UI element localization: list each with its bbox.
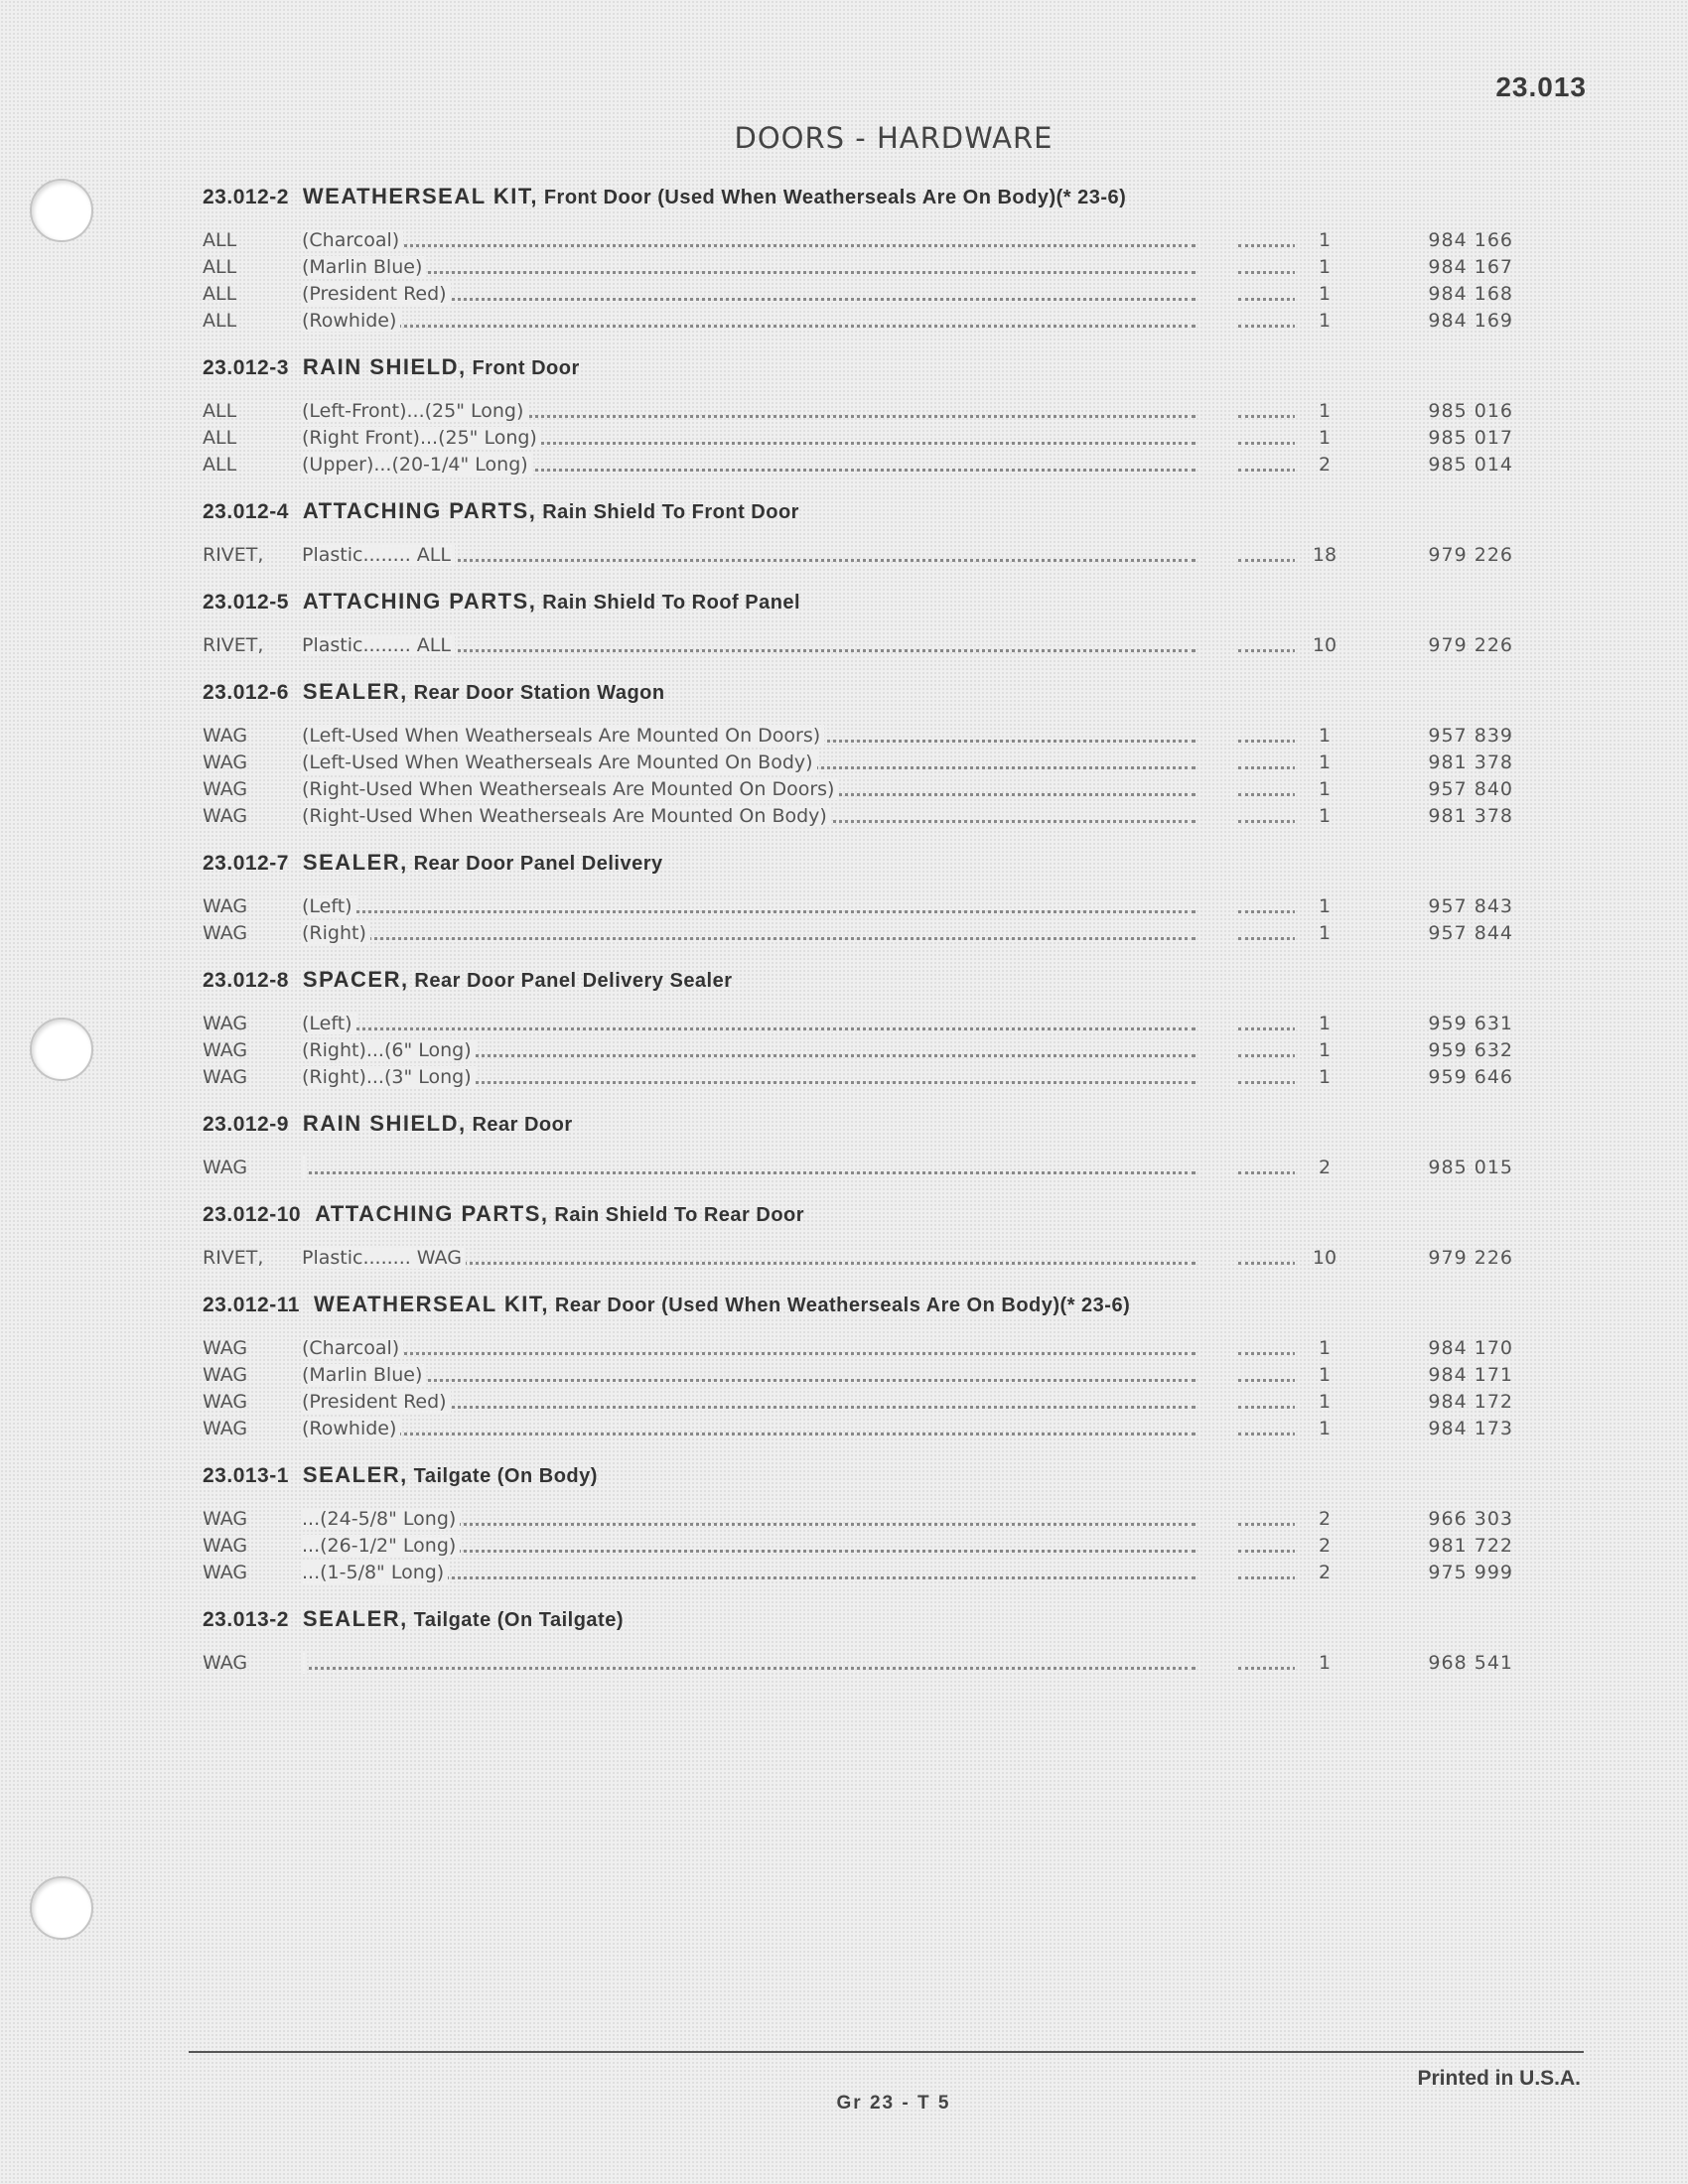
description-cell — [302, 1389, 1295, 1416]
description-cell — [302, 750, 1295, 776]
quantity-cell: 1 — [1318, 310, 1332, 332]
model-cell: RIVET, — [203, 1247, 264, 1269]
quantity-cell: 2 — [1318, 454, 1332, 476]
parts-section — [203, 182, 1513, 335]
part-row — [203, 1506, 1513, 1533]
description-cell — [302, 920, 1295, 947]
description-cell — [302, 1362, 1295, 1389]
section-description: Rain Shield To Roof Panel — [542, 592, 801, 614]
section-number: 23.012-8 — [203, 969, 289, 992]
model-cell: WAG — [203, 778, 248, 800]
section-header — [203, 1290, 1513, 1319]
parts-section — [203, 1604, 1513, 1677]
quantity-cell: 10 — [1312, 634, 1337, 656]
description-text: Plastic........ ALL — [302, 544, 455, 566]
description-cell — [302, 542, 1295, 569]
binder-hole-middle — [30, 1018, 93, 1081]
part-row — [203, 542, 1513, 569]
quantity-cell: 1 — [1318, 895, 1332, 917]
quantity-cell: 1 — [1318, 1039, 1332, 1061]
section-header — [203, 965, 1513, 995]
part-row — [203, 803, 1513, 830]
model-cell: WAG — [203, 1157, 248, 1178]
parts-section — [203, 587, 1513, 659]
model-cell: WAG — [203, 895, 248, 917]
section-description: Rain Shield To Rear Door — [554, 1204, 805, 1226]
part-number-cell: 968 541 — [1428, 1652, 1513, 1674]
description-cell — [302, 1037, 1295, 1064]
section-name: SEALER, — [302, 850, 408, 875]
description-text: (Right) — [302, 922, 370, 944]
model-cell: WAG — [203, 922, 248, 944]
part-number-cell: 979 226 — [1428, 544, 1513, 566]
quantity-cell: 1 — [1318, 1418, 1332, 1439]
part-number-cell: 959 646 — [1428, 1066, 1513, 1088]
parts-section — [203, 352, 1513, 478]
section-name: RAIN SHIELD, — [302, 354, 467, 379]
quantity-cell: 1 — [1318, 229, 1332, 251]
model-cell: WAG — [203, 1039, 248, 1061]
section-name: WEATHERSEAL KIT, — [313, 1292, 550, 1316]
section-header — [203, 677, 1513, 707]
parts-section — [203, 677, 1513, 830]
quantity-cell: 1 — [1318, 283, 1332, 305]
model-cell: ALL — [203, 454, 237, 476]
part-row — [203, 1650, 1513, 1677]
part-row — [203, 1064, 1513, 1091]
part-number-cell: 979 226 — [1428, 1247, 1513, 1269]
model-cell: ALL — [203, 256, 237, 278]
description-text: (Left-Used When Weatherseals Are Mounted On Body) — [302, 751, 817, 773]
description-cell — [302, 1064, 1295, 1091]
description-text: (Marlin Blue) — [302, 1364, 426, 1386]
parts-section — [203, 965, 1513, 1091]
section-header — [203, 182, 1513, 211]
description-text: (Charcoal) — [302, 1337, 403, 1359]
description-cell — [302, 1245, 1295, 1272]
description-text — [302, 1652, 306, 1674]
description-text: (Rowhide) — [302, 1418, 400, 1439]
section-name: ATTACHING PARTS, — [302, 498, 537, 523]
part-row — [203, 1011, 1513, 1037]
description-cell — [302, 776, 1295, 803]
section-description: Rear Door Station Wagon — [413, 682, 665, 704]
model-cell: WAG — [203, 1535, 248, 1557]
section-number: 23.012-10 — [203, 1203, 302, 1226]
quantity-cell: 1 — [1318, 1337, 1332, 1359]
section-description: Tailgate (On Body) — [413, 1465, 598, 1487]
section-header — [203, 1460, 1513, 1490]
description-text: (Marlin Blue) — [302, 256, 426, 278]
part-number-cell: 984 168 — [1428, 283, 1513, 305]
group-reference: Gr 23 - T 5 — [836, 2093, 951, 2114]
parts-section — [203, 1109, 1513, 1181]
section-number: 23.012-11 — [203, 1294, 300, 1316]
model-cell: WAG — [203, 805, 248, 827]
description-cell — [302, 1335, 1295, 1362]
quantity-cell: 1 — [1318, 400, 1332, 422]
description-text: (President Red) — [302, 1391, 451, 1413]
quantity-cell: 1 — [1318, 1066, 1332, 1088]
part-row — [203, 920, 1513, 947]
description-cell — [302, 227, 1295, 254]
section-number: 23.013-2 — [203, 1608, 289, 1631]
part-number-cell: 984 171 — [1428, 1364, 1513, 1386]
quantity-cell: 18 — [1312, 544, 1337, 566]
section-name: RAIN SHIELD, — [302, 1111, 467, 1136]
part-number-cell: 984 166 — [1428, 229, 1513, 251]
quantity-cell: 1 — [1318, 427, 1332, 449]
binder-hole-top — [30, 179, 93, 242]
model-cell: RIVET, — [203, 634, 264, 656]
part-row — [203, 893, 1513, 920]
part-number-cell: 981 378 — [1428, 805, 1513, 827]
model-cell: WAG — [203, 725, 248, 747]
part-number-cell: 985 017 — [1428, 427, 1513, 449]
section-number: 23.012-6 — [203, 681, 289, 704]
part-number-cell: 975 999 — [1428, 1562, 1513, 1583]
part-row — [203, 1560, 1513, 1586]
footer-divider — [189, 2051, 1584, 2053]
part-number-cell: 959 632 — [1428, 1039, 1513, 1061]
parts-section — [203, 1460, 1513, 1586]
part-number-cell: 984 173 — [1428, 1418, 1513, 1439]
section-name: SPACER, — [302, 967, 409, 992]
section-name: SEALER, — [302, 1606, 408, 1631]
parts-list — [203, 182, 1513, 1695]
model-cell: WAG — [203, 1508, 248, 1530]
model-cell: WAG — [203, 1391, 248, 1413]
part-row — [203, 1245, 1513, 1272]
description-cell — [302, 1416, 1295, 1442]
description-text: (Left-Front)...(25" Long) — [302, 400, 527, 422]
description-cell — [302, 1011, 1295, 1037]
part-number-cell: 957 843 — [1428, 895, 1513, 917]
section-header — [203, 1199, 1513, 1229]
part-row — [203, 452, 1513, 478]
section-number: 23.012-2 — [203, 186, 289, 208]
quantity-cell: 1 — [1318, 751, 1332, 773]
part-row — [203, 723, 1513, 750]
page-title: DOORS - HARDWARE — [734, 121, 1054, 155]
description-text: (Charcoal) — [302, 229, 403, 251]
description-text: (Right Front)...(25" Long) — [302, 427, 541, 449]
model-cell: RIVET, — [203, 544, 264, 566]
part-row — [203, 227, 1513, 254]
description-text — [302, 1157, 306, 1178]
model-cell: WAG — [203, 1013, 248, 1034]
section-number: 23.013-1 — [203, 1464, 289, 1487]
description-cell — [302, 893, 1295, 920]
quantity-cell: 1 — [1318, 1364, 1332, 1386]
quantity-cell: 2 — [1318, 1508, 1332, 1530]
parts-section — [203, 848, 1513, 947]
description-text: ...(1-5/8" Long) — [302, 1562, 448, 1583]
section-number: 23.012-5 — [203, 591, 289, 614]
part-number-cell: 985 016 — [1428, 400, 1513, 422]
model-cell: WAG — [203, 1418, 248, 1439]
part-row — [203, 1155, 1513, 1181]
quantity-cell: 2 — [1318, 1535, 1332, 1557]
part-number-cell: 981 722 — [1428, 1535, 1513, 1557]
section-description: Rain Shield To Front Door — [542, 501, 799, 523]
description-text: ...(24-5/8" Long) — [302, 1508, 460, 1530]
part-row — [203, 1389, 1513, 1416]
model-cell: ALL — [203, 229, 237, 251]
part-number-cell: 984 170 — [1428, 1337, 1513, 1359]
section-number: 23.012-4 — [203, 500, 289, 523]
description-cell — [302, 281, 1295, 308]
description-cell — [302, 425, 1295, 452]
part-row — [203, 750, 1513, 776]
description-text: (Upper)...(20-1/4" Long) — [302, 454, 532, 476]
model-cell: ALL — [203, 400, 237, 422]
quantity-cell: 1 — [1318, 725, 1332, 747]
section-header — [203, 1109, 1513, 1139]
section-description: Rear Door Panel Delivery — [413, 853, 663, 875]
part-number-cell: 979 226 — [1428, 634, 1513, 656]
printed-in-note: Printed in U.S.A. — [1417, 2067, 1581, 2090]
part-row — [203, 1335, 1513, 1362]
part-number-cell: 985 015 — [1428, 1157, 1513, 1178]
description-text: (Left) — [302, 1013, 356, 1034]
description-text: (President Red) — [302, 283, 451, 305]
description-text: Plastic........ WAG — [302, 1247, 466, 1269]
quantity-cell: 1 — [1318, 1391, 1332, 1413]
section-header — [203, 496, 1513, 526]
description-cell — [302, 1560, 1295, 1586]
section-name: ATTACHING PARTS, — [302, 589, 537, 614]
section-description: Rear Door — [472, 1114, 573, 1136]
section-description: Rear Door (Used When Weatherseals Are On Body)(* 23-6) — [554, 1295, 1131, 1316]
part-number-cell: 984 169 — [1428, 310, 1513, 332]
description-text: (Right)...(6" Long) — [302, 1039, 476, 1061]
description-text: (Left-Used When Weatherseals Are Mounted On Doors) — [302, 725, 824, 747]
part-row — [203, 425, 1513, 452]
parts-section — [203, 1290, 1513, 1442]
part-number-cell: 957 844 — [1428, 922, 1513, 944]
model-cell: WAG — [203, 751, 248, 773]
description-cell — [302, 308, 1295, 335]
model-cell: ALL — [203, 427, 237, 449]
description-cell — [302, 723, 1295, 750]
part-number-cell: 981 378 — [1428, 751, 1513, 773]
description-cell — [302, 803, 1295, 830]
part-row — [203, 1362, 1513, 1389]
section-name: SEALER, — [302, 679, 408, 704]
model-cell: WAG — [203, 1066, 248, 1088]
binder-hole-bottom — [30, 1876, 93, 1940]
model-cell: ALL — [203, 310, 237, 332]
description-cell — [302, 1155, 1295, 1181]
section-number: 23.012-3 — [203, 356, 289, 379]
description-text: (Right)...(3" Long) — [302, 1066, 476, 1088]
page-number: 23.013 — [1495, 71, 1587, 102]
description-cell — [302, 1650, 1295, 1677]
part-row — [203, 308, 1513, 335]
model-cell: WAG — [203, 1337, 248, 1359]
quantity-cell: 2 — [1318, 1562, 1332, 1583]
description-text: Plastic........ ALL — [302, 634, 455, 656]
model-cell: WAG — [203, 1652, 248, 1674]
description-text: ...(26-1/2" Long) — [302, 1535, 460, 1557]
section-number: 23.012-7 — [203, 852, 289, 875]
part-row — [203, 254, 1513, 281]
quantity-cell: 1 — [1318, 922, 1332, 944]
description-cell — [302, 254, 1295, 281]
section-name: SEALER, — [302, 1462, 408, 1487]
section-header — [203, 848, 1513, 878]
description-cell — [302, 1533, 1295, 1560]
section-description: Rear Door Panel Delivery Sealer — [414, 970, 733, 992]
section-description: Front Door — [472, 357, 580, 379]
model-cell: WAG — [203, 1364, 248, 1386]
section-header — [203, 1604, 1513, 1634]
part-row — [203, 632, 1513, 659]
parts-section — [203, 1199, 1513, 1272]
quantity-cell: 2 — [1318, 1157, 1332, 1178]
part-number-cell: 984 167 — [1428, 256, 1513, 278]
part-row — [203, 1037, 1513, 1064]
description-cell — [302, 398, 1295, 425]
parts-section — [203, 496, 1513, 569]
part-row — [203, 776, 1513, 803]
part-number-cell: 957 839 — [1428, 725, 1513, 747]
part-number-cell: 984 172 — [1428, 1391, 1513, 1413]
description-text: (Left) — [302, 895, 356, 917]
quantity-cell: 1 — [1318, 778, 1332, 800]
part-number-cell: 985 014 — [1428, 454, 1513, 476]
quantity-cell: 1 — [1318, 805, 1332, 827]
part-row — [203, 398, 1513, 425]
model-cell: WAG — [203, 1562, 248, 1583]
description-text: (Right-Used When Weatherseals Are Mounted On Doors) — [302, 778, 838, 800]
model-cell: ALL — [203, 283, 237, 305]
part-number-cell: 966 303 — [1428, 1508, 1513, 1530]
section-header — [203, 587, 1513, 616]
description-text: (Right-Used When Weatherseals Are Mounted On Body) — [302, 805, 831, 827]
quantity-cell: 1 — [1318, 1013, 1332, 1034]
part-number-cell: 959 631 — [1428, 1013, 1513, 1034]
section-description: Tailgate (On Tailgate) — [413, 1609, 624, 1631]
part-row — [203, 281, 1513, 308]
description-cell — [302, 452, 1295, 478]
section-description: Front Door (Used When Weatherseals Are On Body)(* 23-6) — [543, 187, 1127, 208]
description-text: (Rowhide) — [302, 310, 400, 332]
section-number: 23.012-9 — [203, 1113, 289, 1136]
section-name: ATTACHING PARTS, — [315, 1201, 549, 1226]
quantity-cell: 10 — [1312, 1247, 1337, 1269]
description-cell — [302, 632, 1295, 659]
section-header — [203, 352, 1513, 382]
quantity-cell: 1 — [1318, 1652, 1332, 1674]
description-cell — [302, 1506, 1295, 1533]
part-row — [203, 1416, 1513, 1442]
quantity-cell: 1 — [1318, 256, 1332, 278]
part-row — [203, 1533, 1513, 1560]
part-number-cell: 957 840 — [1428, 778, 1513, 800]
section-name: WEATHERSEAL KIT, — [302, 184, 538, 208]
